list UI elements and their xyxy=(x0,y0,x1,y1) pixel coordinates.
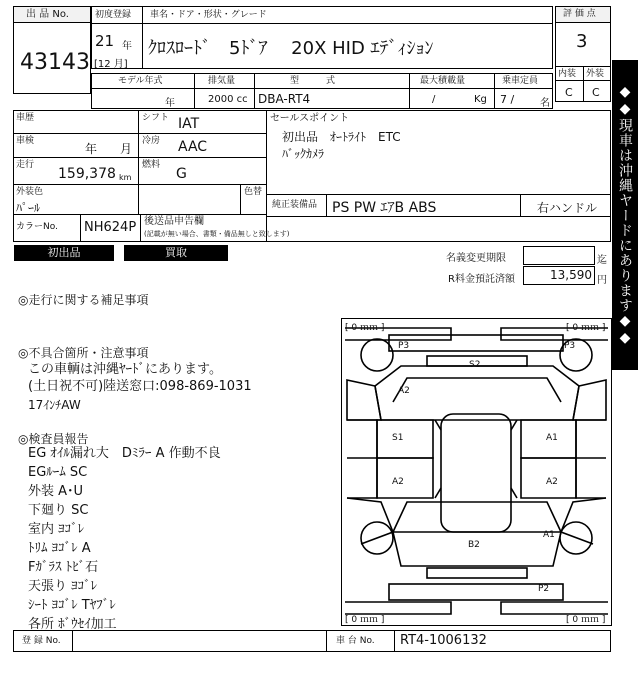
model-year-label: モデル年式 xyxy=(118,76,163,86)
defects-line-1: この車輌は沖縄ﾔｰﾄﾞにあります。 xyxy=(28,362,222,377)
displacement-label: 排気量 xyxy=(208,76,236,86)
inspector-line: 室内 ﾖｺﾞﾚ xyxy=(28,522,85,537)
first-reg-year: 21 xyxy=(95,32,115,50)
first-reg-label: 初度登録 xyxy=(95,10,132,20)
interior-label: 内装 xyxy=(558,69,577,79)
damage-mark: A1 xyxy=(546,433,558,443)
damage-mark: A2 xyxy=(398,386,410,396)
fuel-value: G xyxy=(176,166,187,182)
capacity-label: 乗車定員 xyxy=(502,76,539,86)
inspector-line: EG ｵｲﾙ漏れ大 Dﾐﾗｰ A 作動不良 xyxy=(28,446,221,461)
max-load-slash: / xyxy=(432,94,436,105)
aircon-value: AAC xyxy=(178,139,208,155)
exterior-label: 外装 xyxy=(586,69,605,79)
displacement-value: 2000 cc xyxy=(208,94,248,105)
color-mark-label: 色替 xyxy=(244,187,263,197)
name-change-label: 名義変更期限 xyxy=(446,253,506,264)
mileage-label: 走行 xyxy=(16,160,35,170)
mileage-value: 159,378 xyxy=(58,166,116,182)
shift-label: シフト xyxy=(142,113,170,123)
interior-grade: C xyxy=(565,86,573,99)
after-items-note: (記載が無い場合、書類・備品無しと致します) xyxy=(144,230,290,238)
yard-notice: ◆◆現車は沖縄ヤードにあります◆◆ xyxy=(612,60,638,370)
history-label: 車歴 xyxy=(16,113,35,123)
sales-point-line1: 初出品 ｵｰﾄﾗｲﾄ ETC xyxy=(282,130,401,144)
name-change-suffix: 迄 xyxy=(597,255,607,266)
driving-notes-header: ◎走行に関する補足事項 xyxy=(18,293,149,307)
damage-mark: A1 xyxy=(543,530,555,540)
first-listing-bar: 初出品 xyxy=(14,245,114,261)
inspector-line: Fｶﾞﾗｽ ﾄﾋﾞ石 xyxy=(28,560,99,575)
color-no-value: NH624P xyxy=(84,220,137,235)
mileage-unit: km xyxy=(119,173,132,182)
chassis-no: RT4-1006132 xyxy=(400,633,487,648)
inspector-line: 天張り ﾖｺﾞﾚ xyxy=(28,579,98,594)
name-label: 車名・ドア・形状・グレード xyxy=(150,10,267,20)
recycle-label: R料金預託済額 xyxy=(448,274,515,285)
defects-header: ◎不具合箇所・注意事項 xyxy=(18,346,149,360)
inspector-line: EGﾙｰﾑ SC xyxy=(28,465,88,480)
exterior-grade: C xyxy=(592,86,600,99)
sales-point-line2: ﾊﾞｯｸｶﾒﾗ xyxy=(282,147,325,161)
equipment-label: 純正装備品 xyxy=(272,200,318,210)
fuel-label: 燃料 xyxy=(142,160,161,170)
recycle-unit: 円 xyxy=(597,275,607,286)
damage-mark: P3 xyxy=(398,341,410,351)
corner-label-bottom-left: [ 0 ｍｍ ] xyxy=(345,615,385,625)
corner-label-top-right: [ 0 ｍｍ ] xyxy=(566,323,606,333)
inspector-header: ◎検査員報告 xyxy=(18,432,89,446)
inspector-line: 外装 A･U xyxy=(28,484,84,499)
inspection-label: 車検 xyxy=(16,136,35,146)
reg-no-label: 登 録 No. xyxy=(22,636,61,646)
ext-color-label: 外装色 xyxy=(16,187,44,197)
damage-mark: A2 xyxy=(392,477,404,487)
model-year-unit: 年 xyxy=(165,98,175,109)
score-value: 3 xyxy=(576,31,588,52)
damage-mark: B2 xyxy=(468,540,480,550)
capacity-value: 7 / xyxy=(500,93,515,106)
color-no-label: カラーNo. xyxy=(16,222,58,232)
purchase-bar: 買取 xyxy=(124,245,228,261)
damage-mark: P3 xyxy=(564,341,576,351)
car-name: ｸﾛｽﾛｰﾄﾞ 5ﾄﾞｱ 20X HID ｴﾃﾞｨｼｮﾝ xyxy=(148,38,434,59)
inspector-line: 下廻り SC xyxy=(28,503,89,518)
lot-number: 43143 xyxy=(20,50,90,75)
defects-line-2: (土日祝不可)陸送窓口:098-869-1031 xyxy=(28,379,252,394)
inspector-line: 各所 ﾎﾞｳｾｲ加工 xyxy=(28,617,117,632)
inspector-line: ﾄﾘﾑ ﾖｺﾞﾚ A xyxy=(28,541,91,556)
sales-point-label: セールスポイント xyxy=(270,113,350,124)
max-load-label: 最大積載量 xyxy=(420,76,466,86)
shift-value: IAT xyxy=(178,116,200,132)
equipment-value: PS PW ｴｱB ABS xyxy=(332,200,437,216)
inspection-year-unit: 年 xyxy=(85,142,98,156)
after-items-label: 後送品申告欄 xyxy=(144,216,204,227)
damage-mark: S2 xyxy=(469,360,481,370)
inspection-month-unit: 月 xyxy=(120,142,133,156)
corner-label-bottom-right: [ 0 ｍｍ ] xyxy=(566,615,606,625)
inspector-line: ｼｰﾄ ﾖｺﾞﾚ Tﾔﾌﾞﾚ xyxy=(28,598,116,613)
first-reg-year-unit: 年 xyxy=(122,41,132,52)
max-load-unit: Kg xyxy=(474,94,487,105)
footer-row xyxy=(13,630,611,652)
damage-mark: P2 xyxy=(538,584,550,594)
corner-label-top-left: [ 0 ｍｍ ] xyxy=(345,323,385,333)
name-change-box xyxy=(523,246,595,265)
model-code: DBA-RT4 xyxy=(258,92,311,106)
damage-mark: A2 xyxy=(546,477,558,487)
chassis-label: 車 台 No. xyxy=(336,636,375,646)
aircon-label: 冷房 xyxy=(142,136,161,146)
lot-label: 出 品 No. xyxy=(26,9,69,20)
defects-line-3: 17ｲﾝﾁAW xyxy=(28,398,81,412)
damage-mark: S1 xyxy=(392,433,404,443)
first-reg-month: [12 月] xyxy=(94,59,128,70)
capacity-unit: 名 xyxy=(540,98,550,109)
steering-value: 右ハンドル xyxy=(537,201,598,215)
score-label: 評 価 点 xyxy=(563,9,596,19)
recycle-amount: 13,590 xyxy=(550,268,592,282)
ext-color-value: ﾊﾟｰﾙ xyxy=(16,201,41,215)
model-code-label: 型 式 xyxy=(290,76,336,86)
